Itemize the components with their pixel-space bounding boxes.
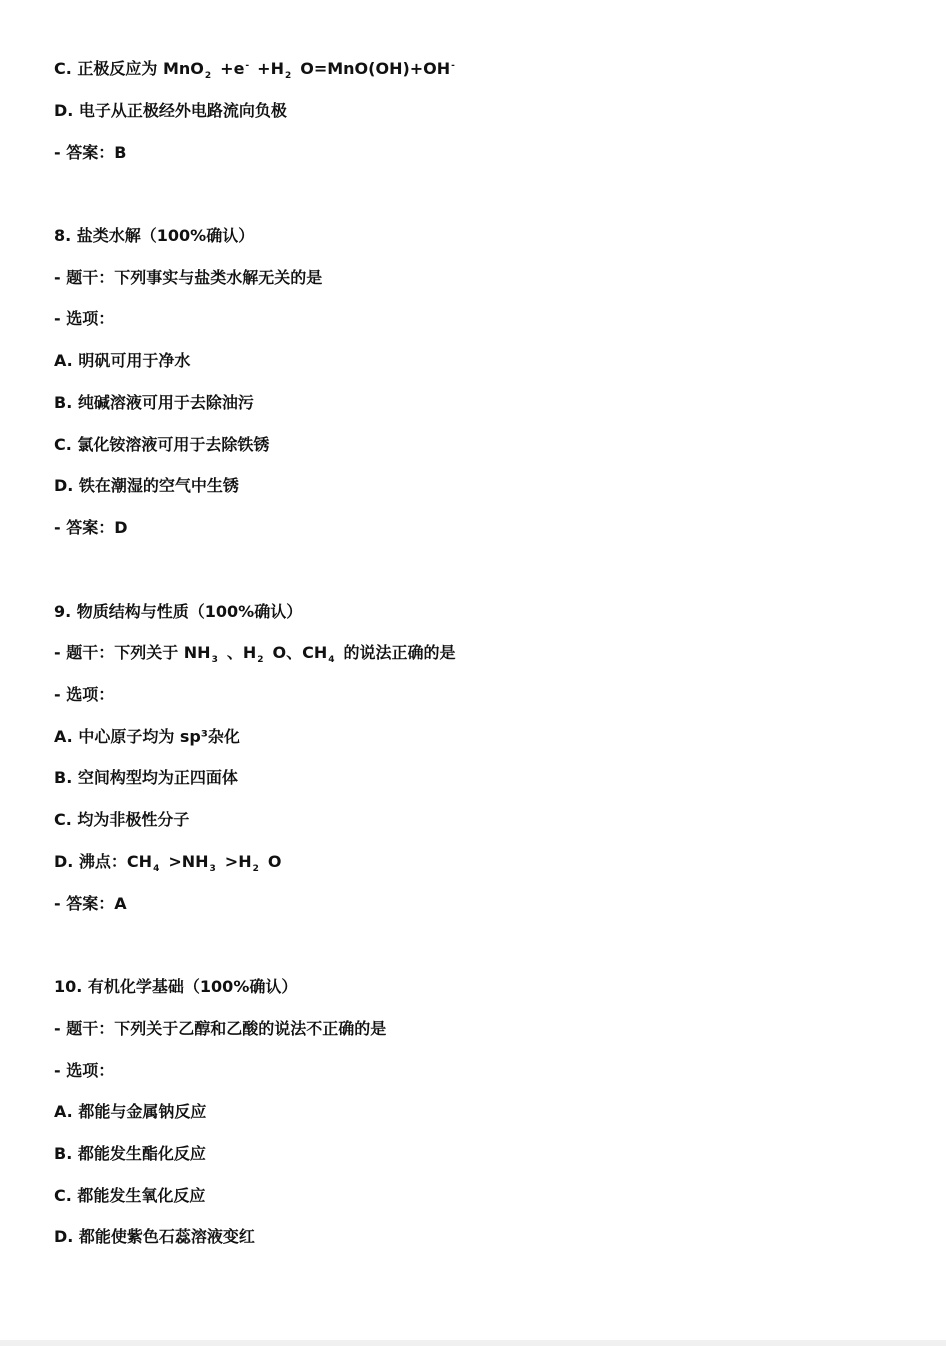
q9-option-a: A. 中心原子均为 sp³杂化 xyxy=(54,727,240,746)
q7-option-c-text: +H xyxy=(257,59,284,78)
q7-option-c-text: +e xyxy=(220,59,245,78)
q9-answer: - 答案：A xyxy=(54,894,127,913)
q10-stem: - 题干：下列关于乙醇和乙酸的说法不正确的是 xyxy=(54,1019,387,1038)
q7-option-c xyxy=(54,59,455,79)
q9-option-b: B. 空间构型均为正四面体 xyxy=(54,768,238,787)
q9-option-d xyxy=(54,852,281,872)
subscript: 4 xyxy=(153,864,160,874)
page-bottom-divider xyxy=(0,1340,946,1346)
q9-option-d-text: D. 沸点：CH xyxy=(54,852,153,871)
q9-stem-text: - 题干：下列关于 NH xyxy=(54,643,211,662)
q7-option-c-text: C. 正极反应为 MnO xyxy=(54,59,204,78)
q8-answer: - 答案：D xyxy=(54,518,128,537)
q9-title: 9. 物质结构与性质（100%确认） xyxy=(54,602,303,621)
q8-option-d: D. 铁在潮湿的空气中生锈 xyxy=(54,476,239,495)
q9-stem-text: 、H xyxy=(226,643,257,662)
q9-stem-text: O、CH xyxy=(272,643,328,662)
q10-option-c: C. 都能发生氧化反应 xyxy=(54,1186,206,1205)
subscript: 3 xyxy=(211,655,218,665)
q9-options-label: - 选项： xyxy=(54,685,115,704)
q10-option-d: D. 都能使紫色石蕊溶液变红 xyxy=(54,1227,255,1246)
q8-options-label: - 选项： xyxy=(54,309,115,328)
subscript: 2 xyxy=(204,71,212,81)
subscript: 4 xyxy=(328,655,335,665)
q9-stem xyxy=(54,643,456,663)
q8-option-a: A. 明矾可用于净水 xyxy=(54,351,191,370)
q9-option-d-text: O xyxy=(267,852,282,871)
q10-option-a: A. 都能与金属钠反应 xyxy=(54,1102,207,1121)
q9-stem-text: 的说法正确的是 xyxy=(343,643,456,662)
q7-answer: - 答案：B xyxy=(54,143,127,162)
q8-title: 8. 盐类水解（100%确认） xyxy=(54,226,255,245)
subscript: 3 xyxy=(209,864,216,874)
subscript: 2 xyxy=(257,655,264,665)
q7-option-c-text: O=MnO(OH)+OH xyxy=(300,59,451,78)
subscript: 2 xyxy=(252,864,259,874)
q9-option-d-text: >NH xyxy=(168,852,209,871)
q7-option-d: D. 电子从正极经外电路流向负极 xyxy=(54,101,287,120)
superscript: - xyxy=(451,61,455,71)
q8-option-c: C. 氯化铵溶液可用于去除铁锈 xyxy=(54,435,270,454)
q8-option-b: B. 纯碱溶液可用于去除油污 xyxy=(54,393,254,412)
superscript: - xyxy=(245,61,250,71)
q8-stem: - 题干：下列事实与盐类水解无关的是 xyxy=(54,268,323,287)
q10-title: 10. 有机化学基础（100%确认） xyxy=(54,977,298,996)
q10-options-label: - 选项： xyxy=(54,1061,115,1080)
q10-option-b: B. 都能发生酯化反应 xyxy=(54,1144,206,1163)
q9-option-d-text: >H xyxy=(224,852,252,871)
q9-option-c: C. 均为非极性分子 xyxy=(54,810,190,829)
subscript: 2 xyxy=(284,71,292,81)
